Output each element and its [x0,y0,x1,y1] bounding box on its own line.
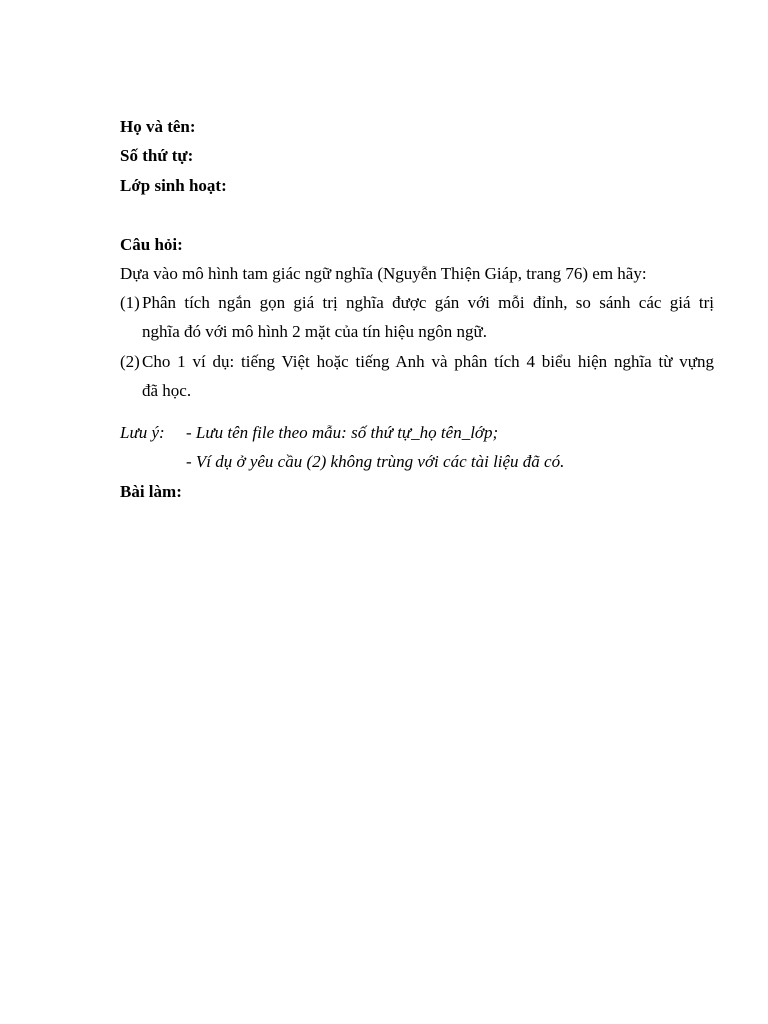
name-label: Họ và tên: [120,117,196,136]
question-item-text-line2: nghĩa đó với mô hình 2 mặt của tín hiệu ngôn ngữ. [142,322,487,341]
question-item-text-line2: đã học. [142,381,192,400]
question-item-1 [120,293,714,341]
question-item-text-line1: Cho 1 ví dụ: tiếng Việt hoặc tiếng Anh và phân tích 4 biểu hiện nghĩa từ vựng [142,352,714,371]
note-item-2: - Ví dụ ở yêu cầu (2) không trùng với các tài liệu đã có. [186,452,565,471]
answer-heading: Bài làm: [120,482,182,501]
question-item-2 [120,352,714,400]
class-label: Lớp sinh hoạt: [120,176,227,195]
note-label: Lưu ý: [120,423,165,442]
number-label: Số thứ tự: [120,146,194,165]
note-item-1: - Lưu tên file theo mẫu: số thứ tự_họ tên_lớp; [186,423,499,442]
question-item-text-line1: Phân tích ngắn gọn giá trị nghĩa được gán với mỗi đỉnh, so sánh các giá trị [142,293,714,312]
question-item-number: (2) [120,352,140,371]
question-heading: Câu hỏi: [120,235,183,254]
question-item-number: (1) [120,293,140,312]
question-intro: Dựa vào mô hình tam giác ngữ nghĩa (Nguyễn Thiện Giáp, trang 76) em hãy: [120,264,647,283]
